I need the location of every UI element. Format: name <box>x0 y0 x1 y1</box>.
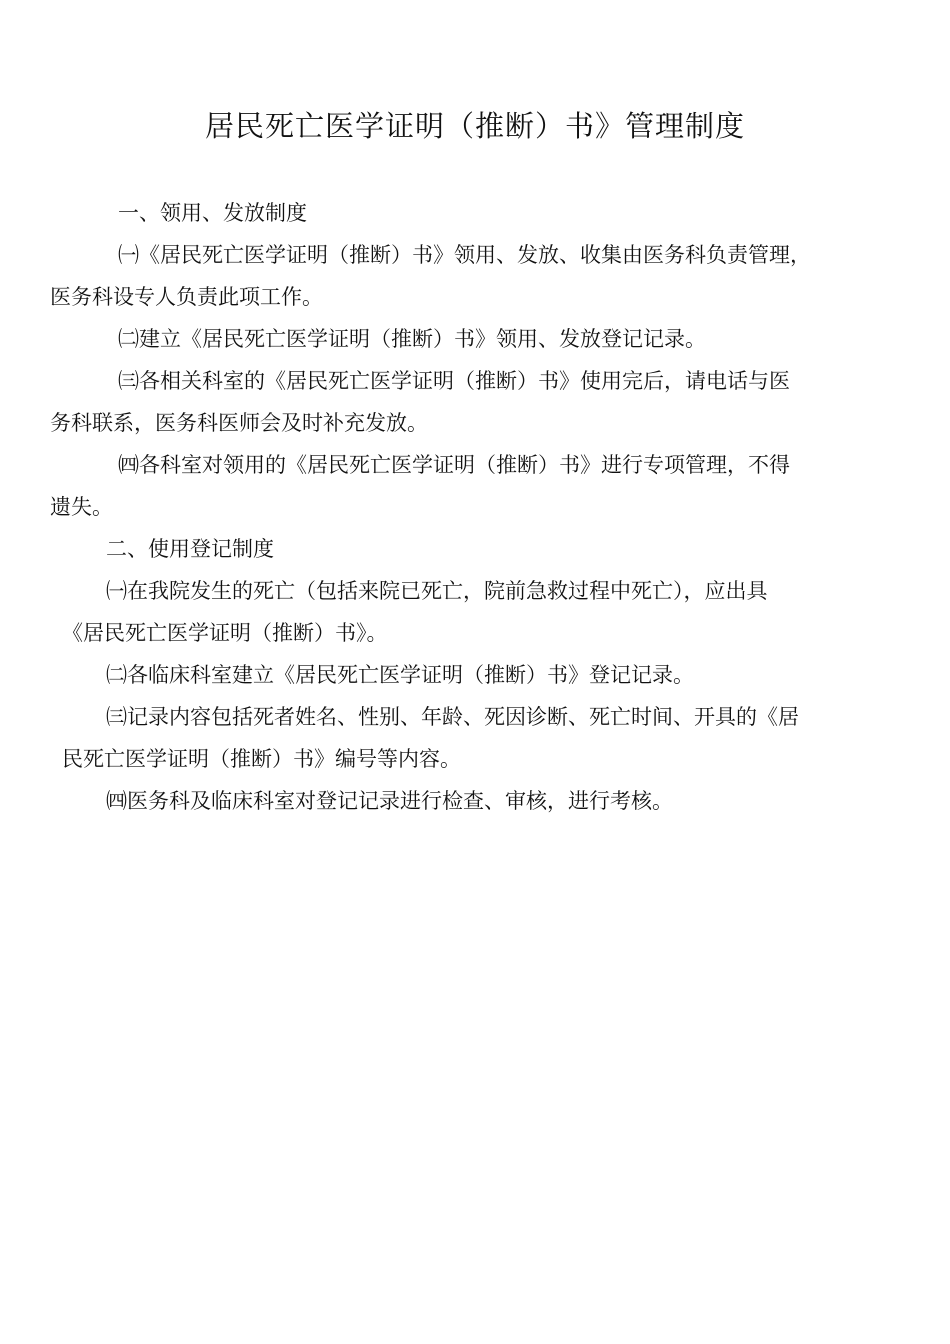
section1-item-1-line1: ㈠《居民死亡医学证明（推断）书》领用、发放、收集由医务科负责管理， <box>118 243 811 267</box>
section1-item-4-line2: 遗失。 <box>50 495 113 519</box>
section2-item-3-line1: ㈢记录内容包括死者姓名、性别、年龄、死因诊断、死亡时间、开具的《居 <box>106 705 799 729</box>
document-body <box>50 192 894 822</box>
section1-item-3 <box>50 360 894 444</box>
section2-item-2-line1: ㈡各临床科室建立《居民死亡医学证明（推断）书》登记记录。 <box>106 663 694 687</box>
section2-item-1-line2: 《居民死亡医学证明（推断）书》。 <box>62 621 388 645</box>
section2-item-4 <box>84 780 894 822</box>
section2-item-4-line1: ㈣医务科及临床科室对登记记录进行检查、审核，进行考核。 <box>106 789 673 813</box>
section2-item-2 <box>84 654 894 696</box>
section2-item-1-line1: ㈠在我院发生的死亡（包括来院已死亡，院前急救过程中死亡），应出具 <box>106 579 768 603</box>
section2-item-1 <box>62 570 894 654</box>
section2-item-3 <box>62 696 894 780</box>
section1-item-1 <box>50 234 894 318</box>
section1-item-3-line1: ㈢各相关科室的《居民死亡医学证明（推断）书》使用完后，请电话与医 <box>118 369 790 393</box>
section1-item-2 <box>84 318 894 360</box>
section-heading-2: 二、使用登记制度 <box>106 537 274 561</box>
section1-item-4-line1: ㈣各科室对领用的《居民死亡医学证明（推断）书》进行专项管理，不得 <box>118 453 790 477</box>
section1-item-3-line2: 务科联系，医务科医师会及时补充发放。 <box>50 411 428 435</box>
section1-item-1-line2: 医务科设专人负责此项工作。 <box>50 285 323 309</box>
section1-item-2-line1: ㈡建立《居民死亡医学证明（推断）书》领用、发放登记记录。 <box>118 327 706 351</box>
section1-item-4 <box>50 444 894 528</box>
section-heading-1: 一、领用、发放制度 <box>118 201 307 225</box>
section2-item-3-line2: 民死亡医学证明（推断）书》编号等内容。 <box>62 747 461 771</box>
document-title: 居民死亡医学证明（推断）书》管理制度 <box>204 109 745 143</box>
